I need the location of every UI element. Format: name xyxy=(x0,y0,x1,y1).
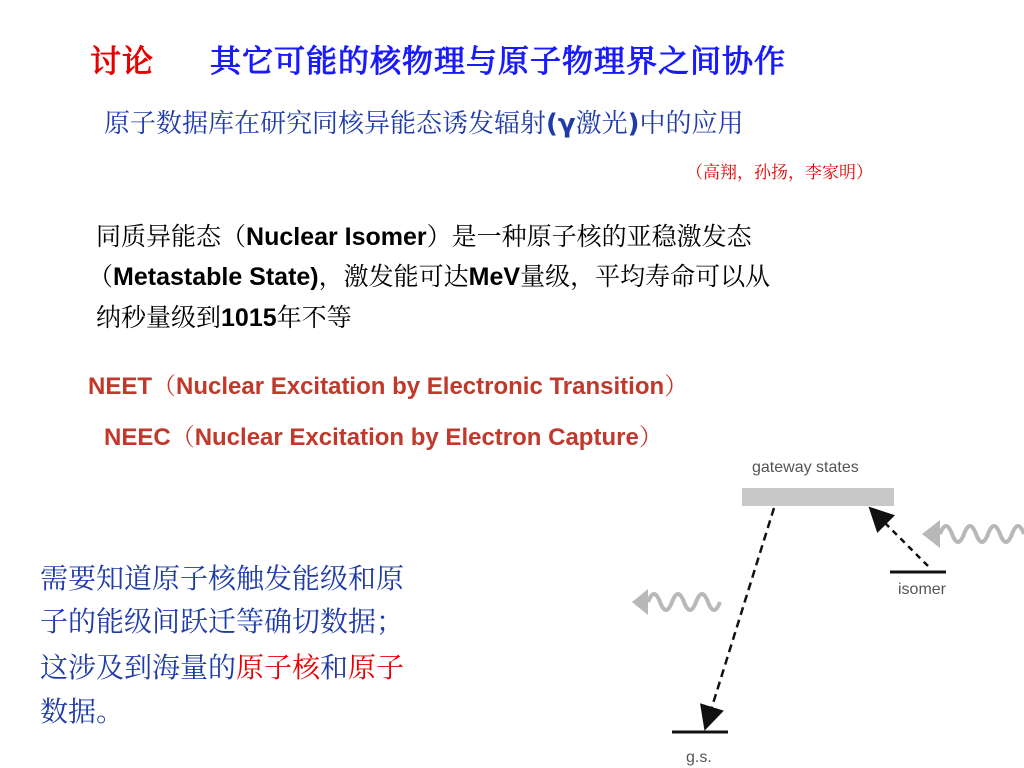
subtitle-laser: 激光 xyxy=(575,109,628,139)
subtitle-paren-close: ) xyxy=(627,109,640,139)
desc-text: （ xyxy=(88,262,114,291)
outgoing-photon-wave xyxy=(648,594,720,610)
gateway-label: gateway states xyxy=(752,459,859,476)
desc-term: Metastable State) xyxy=(113,263,319,291)
needs-line-4: 数据。 xyxy=(40,695,125,728)
incoming-photon-arrowhead xyxy=(922,520,940,548)
subtitle-before: 原子数据库在研究同核异能态诱发辐射 xyxy=(104,109,547,139)
desc-term: MeV xyxy=(468,263,521,291)
desc-text: ，激发能可达 xyxy=(318,262,469,291)
neec-line xyxy=(104,417,663,452)
slide-title xyxy=(90,36,786,81)
subtitle-gamma: γ xyxy=(557,109,576,139)
neet-full: Nuclear Excitation by Electronic Transition xyxy=(176,373,665,400)
needs-line-3 xyxy=(40,646,404,686)
needs-line-1: 需要知道原子核触发能级和原 xyxy=(40,562,405,595)
subtitle-after: 中的应用 xyxy=(639,109,744,139)
needs-highlight-nucleus: 原子核 xyxy=(236,651,321,684)
neec-full: Nuclear Excitation by Electron Capture xyxy=(194,424,639,451)
description-line-3 xyxy=(96,298,352,334)
energy-level-diagram xyxy=(610,450,1024,768)
subtitle-paren-open: ( xyxy=(546,109,558,139)
title-label: 讨论 xyxy=(90,44,154,80)
decay-arrow xyxy=(706,508,774,726)
neet-paren-open: （ xyxy=(152,372,177,400)
excitation-arrow xyxy=(872,510,928,566)
neec-paren-close: ） xyxy=(638,423,663,451)
desc-text: 量级，平均寿命可以从 xyxy=(520,262,771,291)
neec-paren-open: （ xyxy=(170,423,195,451)
neet-paren-close: ） xyxy=(664,372,689,400)
desc-text: 同质异能态（ xyxy=(96,222,247,251)
authors: （高翔，孙扬，李家明） xyxy=(686,163,873,183)
desc-text: ）是一种原子核的亚稳激发态 xyxy=(426,222,752,251)
gateway-band xyxy=(742,488,894,506)
subtitle xyxy=(104,103,744,140)
desc-term: Nuclear Isomer xyxy=(246,223,427,251)
description-line-1 xyxy=(96,217,752,253)
description-line-2 xyxy=(88,257,770,293)
title-text: 其它可能的核物理与原子物理界之间协作 xyxy=(210,44,786,80)
desc-text: 年不等 xyxy=(276,303,352,332)
neec-abbr: NEEC xyxy=(104,424,171,451)
neet-line xyxy=(88,366,688,401)
gs-label: g.s. xyxy=(686,749,712,766)
desc-text: 纳秒量级到 xyxy=(96,303,222,332)
outgoing-photon-arrowhead xyxy=(632,589,648,615)
incoming-photon-wave xyxy=(940,526,1024,542)
needs-text: 和 xyxy=(320,651,349,684)
isomer-label: isomer xyxy=(898,581,947,598)
needs-highlight-atom: 原子 xyxy=(348,651,405,684)
needs-text: 这涉及到海量的 xyxy=(40,651,237,684)
desc-term: 1015 xyxy=(221,304,277,332)
needs-line-2: 子的能级间跃迁等确切数据； xyxy=(40,605,405,638)
neet-abbr: NEET xyxy=(88,373,153,400)
